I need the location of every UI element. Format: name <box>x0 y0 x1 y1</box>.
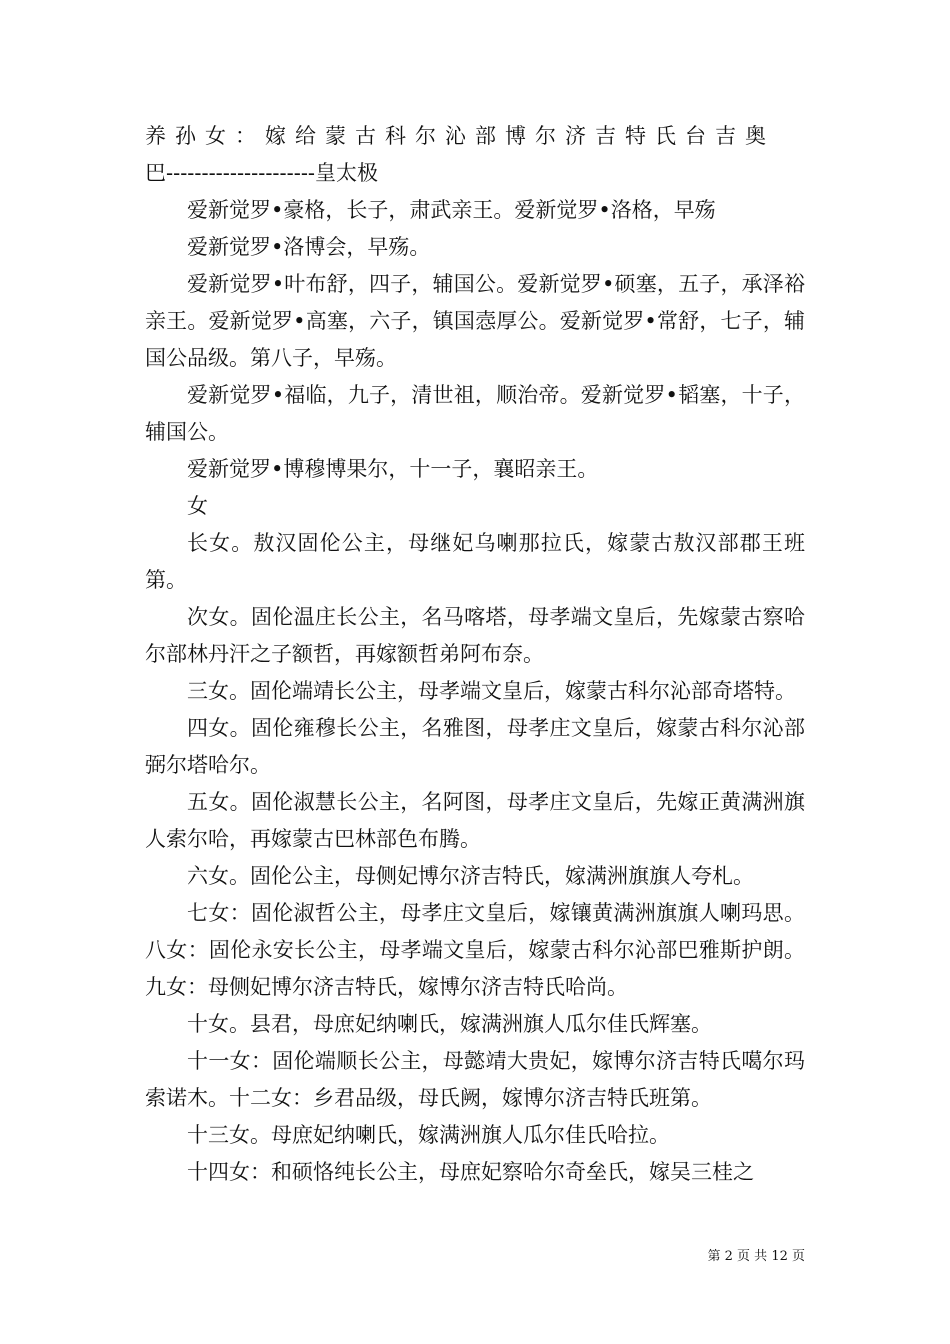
paragraph: 次女。固伦温庄长公主，名马喀塔，母孝端文皇后，先嫁蒙古察哈尔部林丹汗之子额哲，再嫁额哲弟阿布奈。 <box>145 605 805 666</box>
paragraph: 长女。敖汉固伦公主，母继妃乌喇那拉氏，嫁蒙古敖汉部郡王班第。 <box>145 531 805 592</box>
paragraph: 五女。固伦淑慧长公主，名阿图，母孝庄文皇后，先嫁正黄满洲旗人索尔哈，再嫁蒙古巴林部色布腾。 <box>145 790 805 851</box>
paragraph: 七女：固伦淑哲公主，母孝庄文皇后，嫁镶黄满洲旗旗人喇玛思。八女：固伦永安长公主，母孝端文皇后，嫁蒙古科尔沁部巴雅斯护朗。九女：母侧妃博尔济吉特氏，嫁博尔济吉特氏哈尚。 <box>145 901 805 999</box>
paragraph: 爱新觉罗•豪格，长子，肃武亲王。爱新觉罗•洛格，早殇 <box>187 198 716 222</box>
paragraph: 三女。固伦端靖长公主，母孝端文皇后，嫁蒙古科尔沁部奇塔特。 <box>187 679 796 703</box>
page-indicator: 第 2 页 共 12 页 <box>707 1249 805 1264</box>
paragraph: 爱新觉罗•叶布舒，四子，辅国公。爱新觉罗•硕塞，五子，承泽裕亲王。爱新觉罗•高塞，六子，镇国悫厚公。爱新觉罗•常舒，七子，辅国公品级。第八子，早殇。 <box>145 272 805 370</box>
header-line-2 <box>145 155 805 192</box>
paragraph: 十女。县君，母庶妃纳喇氏，嫁满洲旗人瓜尔佳氏辉塞。 <box>187 1012 712 1036</box>
header-line-1: 养孙女：嫁给蒙古科尔沁部博尔济吉特氏台吉奥 <box>145 124 775 148</box>
paragraph: 爱新觉罗•福临，九子，清世祖，顺治帝。爱新觉罗•韬塞，十子，辅国公。 <box>145 383 805 444</box>
paragraph: 爱新觉罗•洛博会，早殇。 <box>187 235 431 259</box>
section-heading: 女 <box>187 494 208 518</box>
paragraph: 十三女。母庶妃纳喇氏，嫁满洲旗人瓜尔佳氏哈拉。 <box>187 1123 670 1147</box>
paragraph: 十一女：固伦端顺长公主，母懿靖大贵妃，嫁博尔济吉特氏噶尔玛索诺木。十二女：乡君品级，母氏阙，嫁博尔济吉特氏班第。 <box>145 1049 805 1110</box>
document-body <box>145 118 805 1191</box>
paragraph: 六女。固伦公主，母侧妃博尔济吉特氏，嫁满洲旗旗人夸札。 <box>187 864 754 888</box>
paragraph: 四女。固伦雍穆长公主，名雅图，母孝庄文皇后，嫁蒙古科尔沁部弼尔塔哈尔。 <box>145 716 805 777</box>
paragraph: 十四女：和硕恪纯长公主，母庶妃察哈尔奇垒氏，嫁吴三桂之 <box>187 1160 754 1184</box>
header-line-2-text: 巴---------------------皇太极 <box>145 161 379 185</box>
paragraph: 爱新觉罗•博穆博果尔，十一子，襄昭亲王。 <box>187 457 599 481</box>
